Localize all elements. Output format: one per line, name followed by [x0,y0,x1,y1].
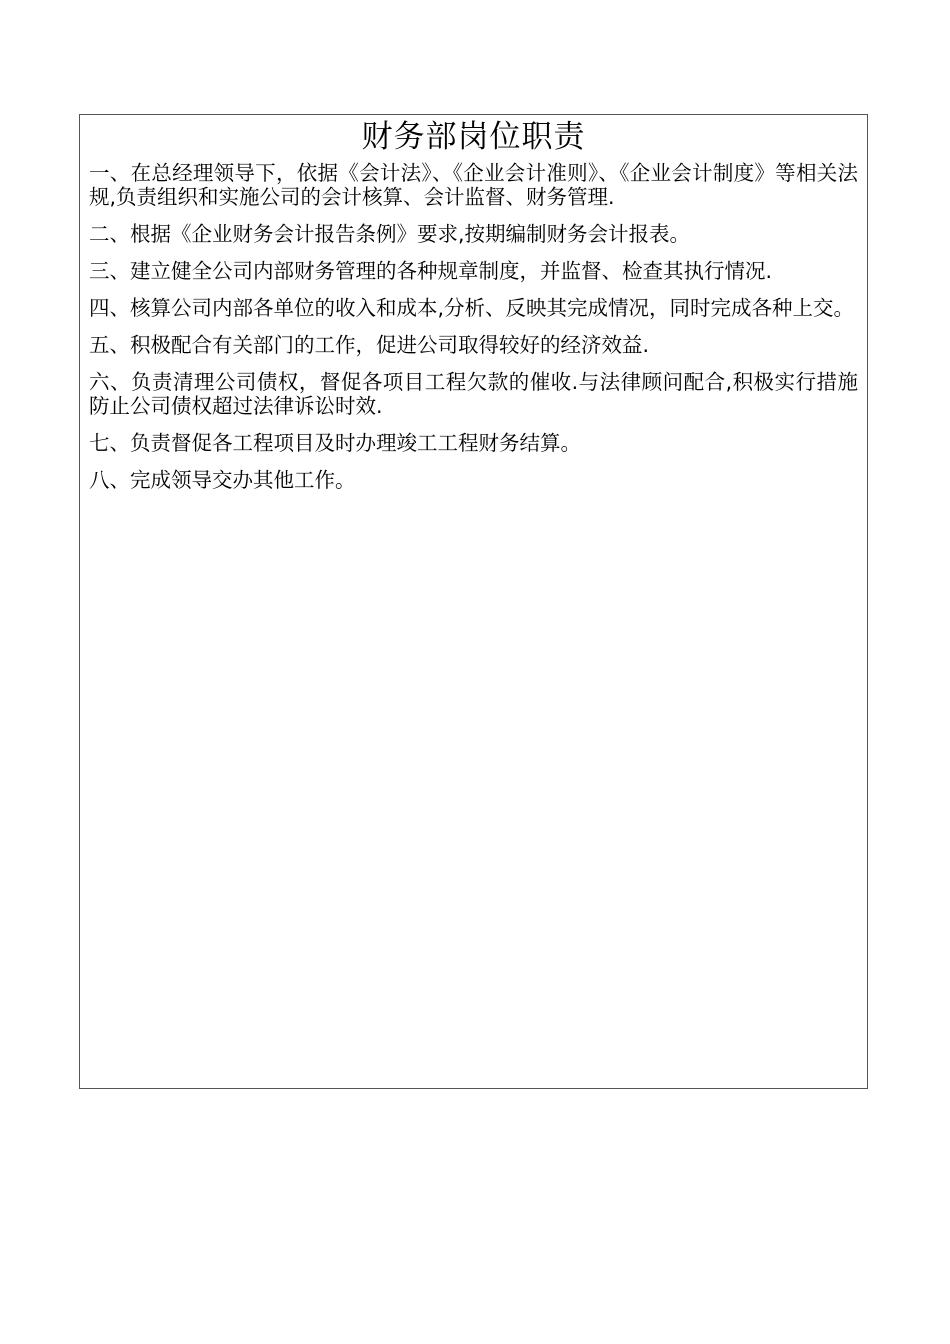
duty-item-4: 四、核算公司内部各单位的收入和成本,分析、反映其完成情况，同时完成各种上交。 [89,296,855,320]
duty-item-8: 八、完成领导交办其他工作。 [89,468,356,492]
duty-item-3: 三、建立健全公司内部财务管理的各种规章制度，并监督、检查其执行情况. [89,259,773,283]
duty-item-5: 五、积极配合有关部门的工作，促进公司取得较好的经济效益. [89,333,650,357]
duty-item-1: 一、在总经理领导下，依据《会计法》、《企业会计准则》、《企业会计制度》等相关法规,负责组织和实施公司的会计核算、会计监督、财务管理. [89,161,858,209]
document-box [79,114,868,1089]
duty-item-7: 七、负责督促各工程项目及时办理竣工工程财务结算。 [89,431,581,455]
duty-item-2: 二、根据《企业财务会计报告条例》要求,按期编制财务会计报表。 [89,222,691,246]
document-title: 财务部岗位职责 [361,119,586,155]
duty-item-6: 六、负责清理公司债权，督促各项目工程欠款的催收.与法律顾问配合,积极实行措施防止公司债权超过法律诉讼时效. [89,370,858,418]
